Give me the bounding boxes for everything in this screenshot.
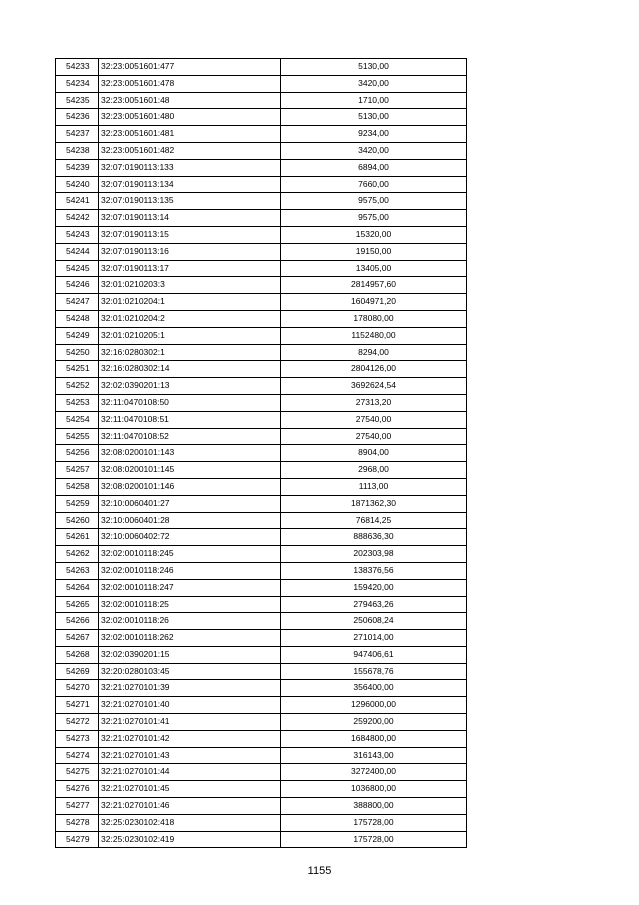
table-row	[56, 764, 467, 781]
table-row	[56, 512, 467, 529]
row-number-cell: 54273	[56, 730, 99, 747]
cadastral-value-cell: 5130,00	[281, 59, 467, 76]
cadastral-number-cell: 32:21:0270101:39	[99, 680, 281, 697]
cadastral-number-cell: 32:23:0051601:482	[99, 142, 281, 159]
cadastral-value-cell: 15320,00	[281, 226, 467, 243]
table-row	[56, 75, 467, 92]
cadastral-number-cell: 32:08:0200101:146	[99, 478, 281, 495]
cadastral-value-cell: 3420,00	[281, 75, 467, 92]
row-number-cell: 54235	[56, 92, 99, 109]
row-number-cell: 54263	[56, 562, 99, 579]
cadastral-number-cell: 32:21:0270101:40	[99, 697, 281, 714]
row-number-cell: 54260	[56, 512, 99, 529]
row-number-cell: 54279	[56, 831, 99, 848]
row-number-cell: 54247	[56, 294, 99, 311]
cadastral-value-table	[55, 58, 467, 848]
table-row	[56, 210, 467, 227]
row-number-cell: 54238	[56, 142, 99, 159]
table-row	[56, 260, 467, 277]
cadastral-number-cell: 32:21:0270101:43	[99, 747, 281, 764]
row-number-cell: 54272	[56, 714, 99, 731]
row-number-cell: 54257	[56, 462, 99, 479]
table-row	[56, 562, 467, 579]
row-number-cell: 54259	[56, 495, 99, 512]
cadastral-number-cell: 32:23:0051601:481	[99, 126, 281, 143]
table-row	[56, 831, 467, 848]
cadastral-number-cell: 32:21:0270101:44	[99, 764, 281, 781]
cadastral-value-cell: 202303,98	[281, 546, 467, 563]
cadastral-value-cell: 76814,25	[281, 512, 467, 529]
cadastral-number-cell: 32:25:0230102:419	[99, 831, 281, 848]
cadastral-value-cell: 27313,20	[281, 394, 467, 411]
row-number-cell: 54251	[56, 361, 99, 378]
cadastral-number-cell: 32:08:0200101:145	[99, 462, 281, 479]
cadastral-value-cell: 388800,00	[281, 798, 467, 815]
table-row	[56, 613, 467, 630]
row-number-cell: 54268	[56, 646, 99, 663]
table-row	[56, 92, 467, 109]
cadastral-number-cell: 32:11:0470108:52	[99, 428, 281, 445]
row-number-cell: 54269	[56, 663, 99, 680]
cadastral-value-cell: 9234,00	[281, 126, 467, 143]
table-row	[56, 361, 467, 378]
row-number-cell: 54277	[56, 798, 99, 815]
table-row	[56, 428, 467, 445]
row-number-cell: 54244	[56, 243, 99, 260]
cadastral-value-cell: 1684800,00	[281, 730, 467, 747]
cadastral-value-cell: 1036800,00	[281, 781, 467, 798]
cadastral-value-cell: 3692624,54	[281, 378, 467, 395]
row-number-cell: 54236	[56, 109, 99, 126]
cadastral-number-cell: 32:02:0010118:246	[99, 562, 281, 579]
row-number-cell: 54256	[56, 445, 99, 462]
cadastral-number-cell: 32:07:0190113:16	[99, 243, 281, 260]
table-row	[56, 59, 467, 76]
cadastral-value-cell: 1871362,30	[281, 495, 467, 512]
cadastral-number-cell: 32:01:0210204:1	[99, 294, 281, 311]
cadastral-number-cell: 32:08:0200101:143	[99, 445, 281, 462]
cadastral-number-cell: 32:10:0060402:72	[99, 529, 281, 546]
table-row	[56, 714, 467, 731]
cadastral-number-cell: 32:07:0190113:15	[99, 226, 281, 243]
cadastral-number-cell: 32:02:0010118:26	[99, 613, 281, 630]
table-row	[56, 243, 467, 260]
cadastral-number-cell: 32:21:0270101:42	[99, 730, 281, 747]
cadastral-value-cell: 13405,00	[281, 260, 467, 277]
cadastral-value-cell: 1604971,20	[281, 294, 467, 311]
cadastral-value-cell: 8904,00	[281, 445, 467, 462]
table-row	[56, 193, 467, 210]
cadastral-number-cell: 32:02:0010118:25	[99, 596, 281, 613]
row-number-cell: 54266	[56, 613, 99, 630]
cadastral-number-cell: 32:07:0190113:133	[99, 159, 281, 176]
cadastral-number-cell: 32:21:0270101:46	[99, 798, 281, 815]
row-number-cell: 54248	[56, 310, 99, 327]
cadastral-value-cell: 5130,00	[281, 109, 467, 126]
row-number-cell: 54254	[56, 411, 99, 428]
table-row	[56, 630, 467, 647]
cadastral-number-cell: 32:02:0010118:262	[99, 630, 281, 647]
row-number-cell: 54276	[56, 781, 99, 798]
row-number-cell: 54239	[56, 159, 99, 176]
table-row	[56, 646, 467, 663]
cadastral-value-cell: 279463,26	[281, 596, 467, 613]
cadastral-number-cell: 32:01:0210204:2	[99, 310, 281, 327]
cadastral-value-cell: 155678,76	[281, 663, 467, 680]
table-row	[56, 310, 467, 327]
table-row	[56, 747, 467, 764]
table-row	[56, 126, 467, 143]
cadastral-number-cell: 32:11:0470108:51	[99, 411, 281, 428]
row-number-cell: 54233	[56, 59, 99, 76]
row-number-cell: 54255	[56, 428, 99, 445]
cadastral-number-cell: 32:02:0390201:13	[99, 378, 281, 395]
row-number-cell: 54237	[56, 126, 99, 143]
row-number-cell: 54253	[56, 394, 99, 411]
cadastral-value-cell: 250608,24	[281, 613, 467, 630]
cadastral-number-cell: 32:02:0010118:245	[99, 546, 281, 563]
cadastral-number-cell: 32:07:0190113:17	[99, 260, 281, 277]
cadastral-number-cell: 32:10:0060401:27	[99, 495, 281, 512]
cadastral-number-cell: 32:02:0390201:15	[99, 646, 281, 663]
cadastral-value-cell: 947406,61	[281, 646, 467, 663]
row-number-cell: 54243	[56, 226, 99, 243]
cadastral-value-cell: 1710,00	[281, 92, 467, 109]
table-row	[56, 495, 467, 512]
cadastral-number-cell: 32:23:0051601:48	[99, 92, 281, 109]
cadastral-number-cell: 32:16:0280302:14	[99, 361, 281, 378]
cadastral-number-cell: 32:02:0010118:247	[99, 579, 281, 596]
table-row	[56, 663, 467, 680]
table-row	[56, 579, 467, 596]
table-row	[56, 781, 467, 798]
table-row	[56, 142, 467, 159]
table-row	[56, 798, 467, 815]
row-number-cell: 54242	[56, 210, 99, 227]
cadastral-number-cell: 32:21:0270101:41	[99, 714, 281, 731]
cadastral-value-cell: 3420,00	[281, 142, 467, 159]
table-row	[56, 680, 467, 697]
cadastral-number-cell: 32:23:0051601:480	[99, 109, 281, 126]
cadastral-value-cell: 888636,30	[281, 529, 467, 546]
row-number-cell: 54258	[56, 478, 99, 495]
cadastral-value-cell: 27540,00	[281, 411, 467, 428]
row-number-cell: 54250	[56, 344, 99, 361]
cadastral-value-cell: 1296000,00	[281, 697, 467, 714]
cadastral-number-cell: 32:07:0190113:134	[99, 176, 281, 193]
cadastral-value-cell: 316143,00	[281, 747, 467, 764]
cadastral-value-cell: 178080,00	[281, 310, 467, 327]
table-row	[56, 445, 467, 462]
cadastral-value-cell: 7660,00	[281, 176, 467, 193]
cadastral-number-cell: 32:01:0210205:1	[99, 327, 281, 344]
table-row	[56, 462, 467, 479]
cadastral-value-cell: 138376,56	[281, 562, 467, 579]
table-row	[56, 546, 467, 563]
cadastral-number-cell: 32:23:0051601:478	[99, 75, 281, 92]
row-number-cell: 54246	[56, 277, 99, 294]
cadastral-value-cell: 1113,00	[281, 478, 467, 495]
cadastral-number-cell: 32:07:0190113:135	[99, 193, 281, 210]
row-number-cell: 54262	[56, 546, 99, 563]
cadastral-number-cell: 32:11:0470108:50	[99, 394, 281, 411]
cadastral-value-cell: 3272400,00	[281, 764, 467, 781]
cadastral-value-cell: 9575,00	[281, 210, 467, 227]
row-number-cell: 54264	[56, 579, 99, 596]
cadastral-value-cell: 175728,00	[281, 814, 467, 831]
cadastral-value-cell: 19150,00	[281, 243, 467, 260]
row-number-cell: 54240	[56, 176, 99, 193]
cadastral-value-cell: 159420,00	[281, 579, 467, 596]
cadastral-value-cell: 356400,00	[281, 680, 467, 697]
cadastral-value-cell: 2804126,00	[281, 361, 467, 378]
table-row	[56, 176, 467, 193]
row-number-cell: 54270	[56, 680, 99, 697]
cadastral-number-cell: 32:01:0210203:3	[99, 277, 281, 294]
cadastral-value-cell: 259200,00	[281, 714, 467, 731]
cadastral-number-cell: 32:20:0280103:45	[99, 663, 281, 680]
cadastral-value-cell: 8294,00	[281, 344, 467, 361]
row-number-cell: 54265	[56, 596, 99, 613]
table-row	[56, 109, 467, 126]
cadastral-number-cell: 32:07:0190113:14	[99, 210, 281, 227]
row-number-cell: 54275	[56, 764, 99, 781]
table-row	[56, 277, 467, 294]
table-body	[56, 59, 467, 848]
row-number-cell: 54271	[56, 697, 99, 714]
table-row	[56, 226, 467, 243]
table-row	[56, 294, 467, 311]
table-row	[56, 327, 467, 344]
row-number-cell: 54252	[56, 378, 99, 395]
table-row	[56, 411, 467, 428]
page-number: 1155	[307, 865, 332, 877]
cadastral-value-cell: 9575,00	[281, 193, 467, 210]
table-row	[56, 378, 467, 395]
row-number-cell: 54267	[56, 630, 99, 647]
table-row	[56, 596, 467, 613]
table-row	[56, 478, 467, 495]
row-number-cell: 54249	[56, 327, 99, 344]
cadastral-value-cell: 27540,00	[281, 428, 467, 445]
cadastral-value-cell: 2814957,60	[281, 277, 467, 294]
cadastral-value-cell: 1152480,00	[281, 327, 467, 344]
cadastral-number-cell: 32:10:0060401:28	[99, 512, 281, 529]
cadastral-number-cell: 32:25:0230102:418	[99, 814, 281, 831]
row-number-cell: 54261	[56, 529, 99, 546]
table-row	[56, 730, 467, 747]
cadastral-number-cell: 32:16:0280302:1	[99, 344, 281, 361]
cadastral-value-cell: 175728,00	[281, 831, 467, 848]
table-row	[56, 159, 467, 176]
row-number-cell: 54278	[56, 814, 99, 831]
cadastral-value-cell: 2968,00	[281, 462, 467, 479]
cadastral-number-cell: 32:21:0270101:45	[99, 781, 281, 798]
cadastral-value-cell: 6894,00	[281, 159, 467, 176]
cadastral-number-cell: 32:23:0051601:477	[99, 59, 281, 76]
row-number-cell: 54241	[56, 193, 99, 210]
table-row	[56, 814, 467, 831]
row-number-cell: 54234	[56, 75, 99, 92]
table-row	[56, 697, 467, 714]
row-number-cell: 54274	[56, 747, 99, 764]
cadastral-value-cell: 271014,00	[281, 630, 467, 647]
table-row	[56, 344, 467, 361]
table-row	[56, 529, 467, 546]
row-number-cell: 54245	[56, 260, 99, 277]
table-row	[56, 394, 467, 411]
